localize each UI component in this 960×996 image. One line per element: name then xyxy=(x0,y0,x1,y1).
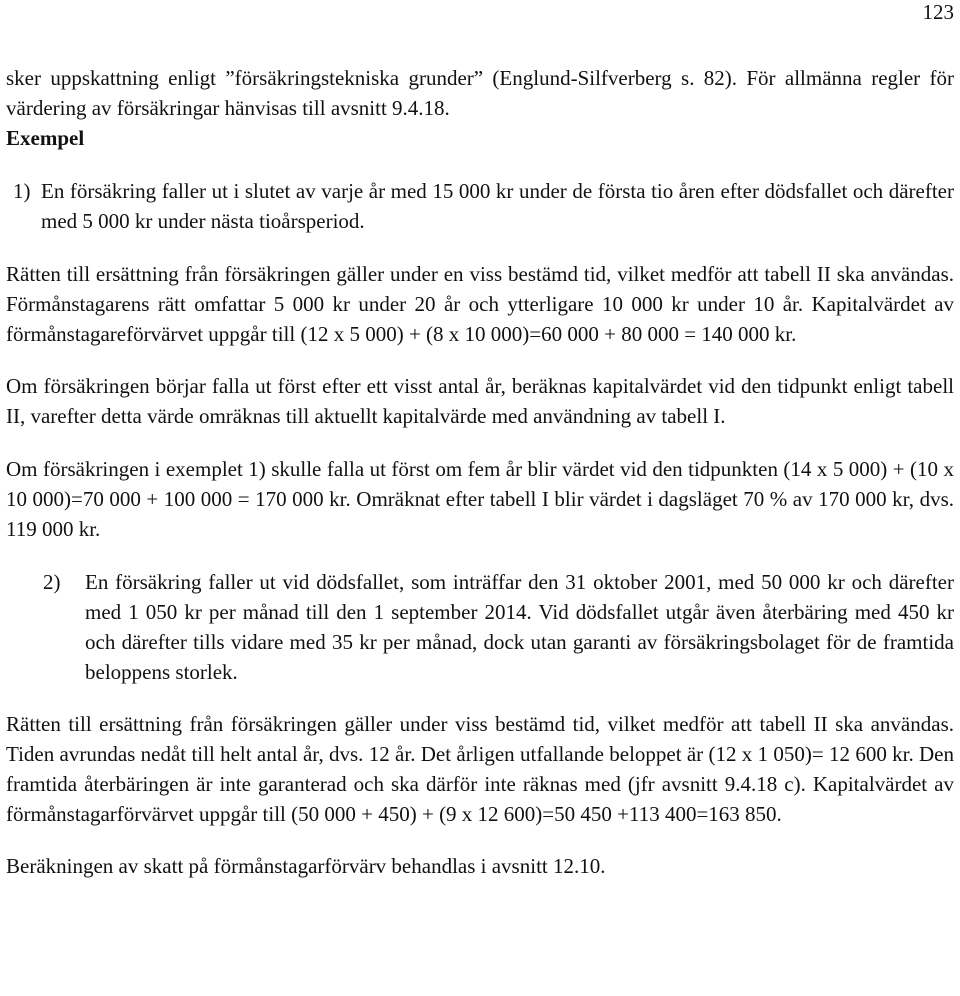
page-number: 123 xyxy=(922,0,954,24)
paragraph-recalculation: Om försäkringen i exemplet 1) skulle falla ut först om fem år blir värdet vid den tidpunkten (14 x 5 000) + (10 x 10 000)=70 000 + 100 000 = 170 000 kr. Omräknat efter tabell I blir värdet i dagsläget 70 % av 170 000 kr, dvs. 119 000 kr. xyxy=(6,457,954,541)
example-heading: Exempel xyxy=(6,126,85,150)
item-1-text: En försäkring faller ut i slutet av varje år med 15 000 kr under de första tio åren efter dödsfallet och därefter med 5 000 kr under nästa tioårsperiod. xyxy=(41,179,954,233)
item-2-number: 2) xyxy=(43,570,61,594)
paragraph-table-ii: Rätten till ersättning från försäkringen gäller under en viss bestämd tid, vilket medför att tabell II ska användas. Förmånstagarens rätt omfattar 5 000 kr under 20 år och ytterligare 10 000 kr under 10 år. Kapitalvärdet av förmånstagareförvärvet uppgår till (12 x 5 000) + (8 x 10 000)=60 000 + 80 000 = 140 000 kr. xyxy=(6,262,954,346)
paragraph-deferred: Om försäkringen börjar falla ut först efter ett visst antal år, beräknas kapitalvärdet vid den tidpunkt enligt tabell II, varefter detta värde omräknas till aktuellt kapitalvärde med användning av tabell I. xyxy=(6,374,954,428)
item-1-number: 1) xyxy=(13,179,31,203)
paragraph-capital-value: Rätten till ersättning från försäkringen gäller under viss bestämd tid, vilket medför att tabell II ska användas. Tiden avrundas nedåt till helt antal år, dvs. 12 år. Det årligen utfallande beloppet är (12 x 1 050)= 12 600 kr. Den framtida återbäringen är inte garanterad och ska därför inte räknas med (jfr avsnitt 9.4.18 c). Kapitalvärdet av förmånstagarförvärvet uppgår till (50 000 + 450) + (9 x 12 600)=50 450 +113 400=163 850. xyxy=(6,712,954,826)
example-item-2 xyxy=(6,567,954,687)
document-body xyxy=(6,63,954,881)
intro-paragraph: sker uppskattning enligt ”försäkringstekniska grunder” (Englund-Silfverberg s. 82). För allmänna regler för värdering av försäkringar hänvisas till avsnitt 9.4.18. xyxy=(6,66,954,120)
example-item-1 xyxy=(6,176,954,236)
item-2-text: En försäkring faller ut vid dödsfallet, som inträffar den 31 oktober 2001, med 50 000 kr och därefter med 1 050 kr per månad till den 1 september 2014. Vid dödsfallet utgår även återbäring med 450 kr och därefter tills vidare med 35 kr per månad, dock utan garanti av försäkringsbolaget för de framtida beloppens storlek. xyxy=(85,570,954,684)
paragraph-tax-reference: Beräkningen av skatt på förmånstagarförvärv behandlas i avsnitt 12.10. xyxy=(6,854,606,878)
